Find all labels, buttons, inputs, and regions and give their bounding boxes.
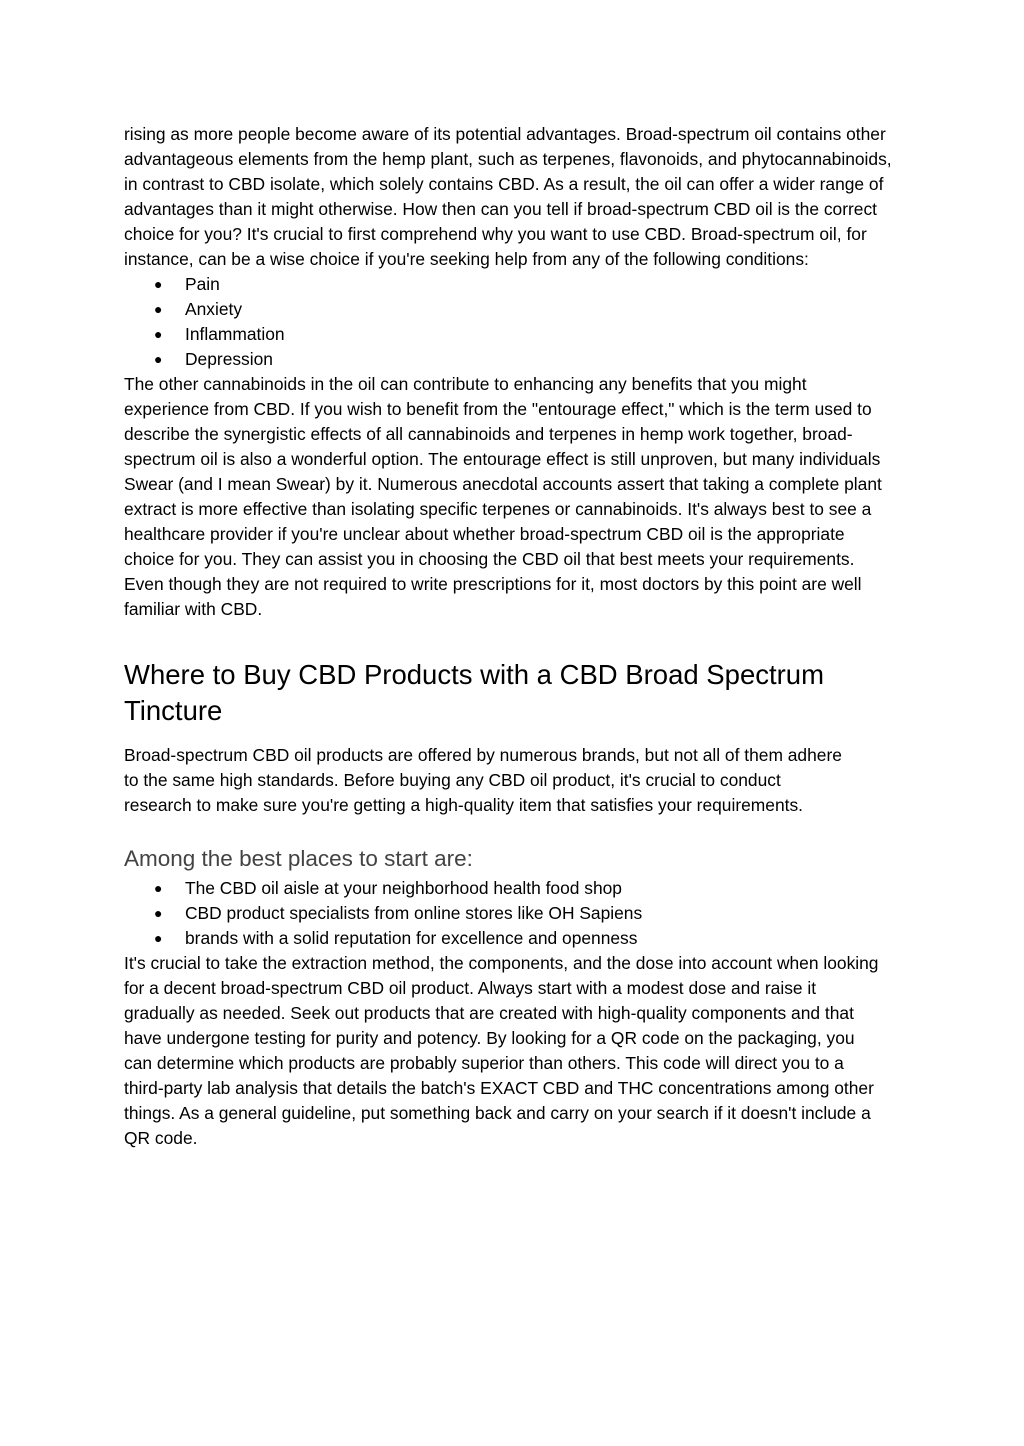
entourage-paragraph: The other cannabinoids in the oil can contribute to enhancing any benefits that you might experience from CBD. If you wish to benefit from the "entourage effect," which is the term used to describe the synergistic effects of all cannabinoids and terpenes in hemp work together, broad-spectrum oil is also a wonderful option. The entourage effect is still unproven, but many individuals Swear (and I mean Swear) by it. Numerous anecdotal accounts assert that taking a complete plant extract is more effective than isolating specific terpenes or cannabinoids. It's always best to see a healthcare provider if you're unclear about whether broad-spectrum CBD oil is the appropriate choice for you. They can assist you in choosing the CBD oil that best meets your requirements. Even though they are not required to write prescriptions for it, most doctors by this point are well familiar with CBD.: [124, 374, 882, 619]
list-item-text: The CBD oil aisle at your neighborhood health food shop: [185, 878, 622, 898]
list-item: [124, 926, 904, 951]
section-heading: Where to Buy CBD Products with a CBD Broad Spectrum Tincture: [124, 659, 824, 726]
list-item-text: CBD product specialists from online stores like OH Sapiens: [185, 903, 643, 923]
bullet-icon: ●: [154, 905, 163, 921]
bullet-icon: ●: [154, 930, 163, 946]
bullet-icon: ●: [154, 301, 163, 317]
list-item-text: Depression: [185, 349, 273, 369]
list-item: [124, 876, 904, 901]
list-item-text: Pain: [185, 274, 220, 294]
conditions-list: [124, 272, 904, 372]
section-paragraph: Broad-spectrum CBD oil products are offered by numerous brands, but not all of them adhere to the same high standards. Before buying any CBD oil product, it's crucial to conduct research to make sure you're getting a high-quality item that satisfies your requirements.: [124, 745, 842, 815]
places-list: [124, 876, 904, 951]
bullet-icon: ●: [154, 276, 163, 292]
list-item: [124, 901, 904, 926]
list-item-text: Inflammation: [185, 324, 285, 344]
bullet-icon: ●: [154, 351, 163, 367]
list-item: [124, 272, 904, 297]
bullet-icon: ●: [154, 880, 163, 896]
document-page: [124, 122, 904, 1151]
list-item-text: Anxiety: [185, 299, 243, 319]
closing-paragraph: It's crucial to take the extraction method, the components, and the dose into account when looking for a decent broad-spectrum CBD oil product. Always start with a modest dose and raise it gradually as needed. Seek out products that are created with high-quality components and that have undergone testing for purity and potency. By looking for a QR code on the packaging, you can determine which products are probably superior than others. This code will direct you to a third-party lab analysis that details the batch's EXACT CBD and THC concentrations among other things. As a general guideline, put something back and carry on your search if it doesn't include a QR code.: [124, 953, 879, 1148]
list-item: [124, 347, 904, 372]
list-item: [124, 322, 904, 347]
subheading: Among the best places to start are:: [124, 846, 473, 871]
bullet-icon: ●: [154, 326, 163, 342]
list-item: [124, 297, 904, 322]
intro-paragraph: rising as more people become aware of its potential advantages. Broad-spectrum oil contains other advantageous elements from the hemp plant, such as terpenes, flavonoids, and phytocannabinoids, in contrast to CBD isolate, which solely contains CBD. As a result, the oil can offer a wider range of advantages than it might otherwise. How then can you tell if broad-spectrum CBD oil is the correct choice for you? It's crucial to first comprehend why you want to use CBD. Broad-spectrum oil, for instance, can be a wise choice if you're seeking help from any of the following conditions:: [124, 124, 892, 269]
list-item-text: brands with a solid reputation for excellence and openness: [185, 928, 638, 948]
